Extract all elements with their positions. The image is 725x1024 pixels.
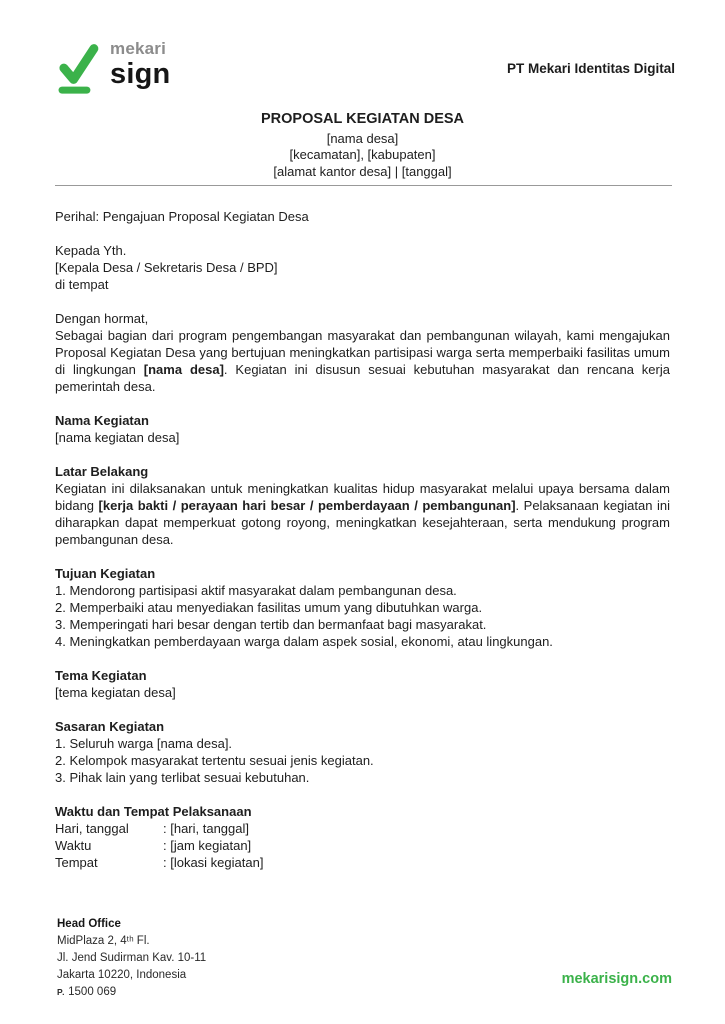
company-name: PT Mekari Identitas Digital: [506, 61, 675, 76]
list-item: 2. Memperbaiki atau menyediakan fasilitas umum yang dibutuhkan warga.: [55, 600, 483, 615]
subject-line: Perihal: Pengajuan Proposal Kegiatan Desa: [55, 209, 309, 224]
header: [55, 40, 675, 99]
check-underline-icon: [55, 40, 101, 99]
opening-paragraph: [55, 327, 670, 395]
office-title: Head Office: [57, 918, 121, 930]
recipient-line: Kepada Yth.: [55, 243, 127, 258]
address-line: Jakarta 10220, Indonesia: [57, 969, 187, 981]
recipient-line: [Kepala Desa / Sekretaris Desa / BPD]: [55, 260, 278, 275]
footer-address-block: [57, 916, 206, 1001]
section-heading: Sasaran Kegiatan: [55, 719, 165, 734]
recipient-line: di tempat: [55, 277, 109, 292]
schedule-value: : [hari, tanggal]: [163, 821, 249, 836]
address-line: Jl. Jend Sudirman Kav. 10-11: [57, 952, 207, 964]
phone-number: 1500 069: [68, 986, 117, 998]
section-latar-belakang: [55, 463, 670, 548]
opening-text-pre: Sebagai bagian dari program pengembangan masyarakat dan pembangunan wilayah, kami mengajukan Proposal Kegiatan Desa yang bertujuan meningkatkan partisipasi warga serta memperbaiki fasilitas umum di lingkungan: [55, 328, 670, 377]
title-line-nama-desa: [nama desa]: [326, 130, 399, 146]
section-heading: Nama Kegiatan: [55, 413, 149, 428]
title-line-alamat-tanggal: [alamat kantor desa] | [tanggal]: [273, 163, 452, 179]
recipient-block: [55, 242, 670, 293]
list-item: 4. Meningkatkan pemberdayaan warga dalam aspek sosial, ekonomi, atau lingkungan.: [55, 634, 553, 649]
list-item: 2. Kelompok masyarakat tertentu sesuai jenis kegiatan.: [55, 753, 374, 768]
section-value: [nama kegiatan desa]: [55, 430, 180, 445]
opening-block: [55, 310, 670, 395]
latar-placeholder-bold: [kerja bakti / perayaan hari besar / pemberdayaan / pembangunan]: [98, 498, 516, 513]
section-paragraph: [55, 480, 670, 548]
opening-text-post: . Kegiatan ini disusun sesuai kebutuhan masyarakat dan rencana kerja pemerintah desa.: [55, 362, 670, 394]
latar-text-post: . Pelaksanaan kegiatan ini diharapkan dapat memperkuat gotong royong, meningkatkan kesejahteraan, serta mendukung program pembangunan desa.: [55, 498, 670, 547]
schedule-row: [55, 854, 670, 871]
salutation: Dengan hormat,: [55, 311, 149, 326]
letter-body: [55, 208, 670, 888]
schedule-value: : [lokasi kegiatan]: [163, 855, 264, 870]
opening-placeholder-bold: [nama desa]: [143, 362, 224, 377]
divider-rule: [55, 185, 672, 186]
section-nama-kegiatan: [55, 412, 670, 446]
latar-text-pre: Kegiatan ini dilaksanakan untuk meningkatkan kualitas hidup masyarakat melalui upaya bersama dalam bidang: [55, 481, 670, 513]
list-item: 1. Mendorong partisipasi aktif masyarakat dalam pembangunan desa.: [55, 583, 457, 598]
section-heading: Latar Belakang: [55, 464, 149, 479]
address-line: MidPlaza 2, 4ᵗʰ Fl.: [57, 935, 150, 947]
section-sasaran-kegiatan: [55, 718, 670, 786]
phone-line: [57, 984, 206, 1001]
schedule-label: Waktu: [55, 838, 92, 853]
section-tujuan-kegiatan: [55, 565, 670, 650]
schedule-value: : [jam kegiatan]: [163, 838, 252, 853]
mekari-sign-logo: [55, 40, 170, 99]
logo-wordmark: [110, 40, 170, 89]
section-heading: Tujuan Kegiatan: [55, 566, 156, 581]
section-heading: Waktu dan Tempat Pelaksanaan: [55, 804, 252, 819]
section-value: [tema kegiatan desa]: [55, 685, 176, 700]
title-block: [0, 111, 725, 180]
list-item: 1. Seluruh warga [nama desa].: [55, 736, 233, 751]
schedule-row: [55, 820, 670, 837]
section-waktu-tempat: [55, 803, 670, 871]
schedule-label: Tempat: [55, 855, 98, 870]
phone-prefix: P.: [57, 987, 65, 997]
list-item: 3. Memperingati hari besar dengan tertib dan bermanfaat bagi masyarakat.: [55, 617, 487, 632]
schedule-row: [55, 837, 670, 854]
document-title: PROPOSAL KEGIATAN DESA: [260, 111, 465, 127]
logo-wordmark-sign: sign: [110, 58, 171, 90]
section-tema-kegiatan: [55, 667, 670, 701]
list-item: 3. Pihak lain yang terlibat sesuai kebutuhan.: [55, 770, 310, 785]
logo-wordmark-mekari: mekari: [110, 39, 167, 58]
section-heading: Tema Kegiatan: [55, 668, 147, 683]
title-line-kecamatan-kabupaten: [kecamatan], [kabupaten]: [289, 147, 436, 162]
website-link[interactable]: mekarisign.com: [561, 971, 672, 987]
schedule-label: Hari, tanggal: [55, 821, 129, 836]
